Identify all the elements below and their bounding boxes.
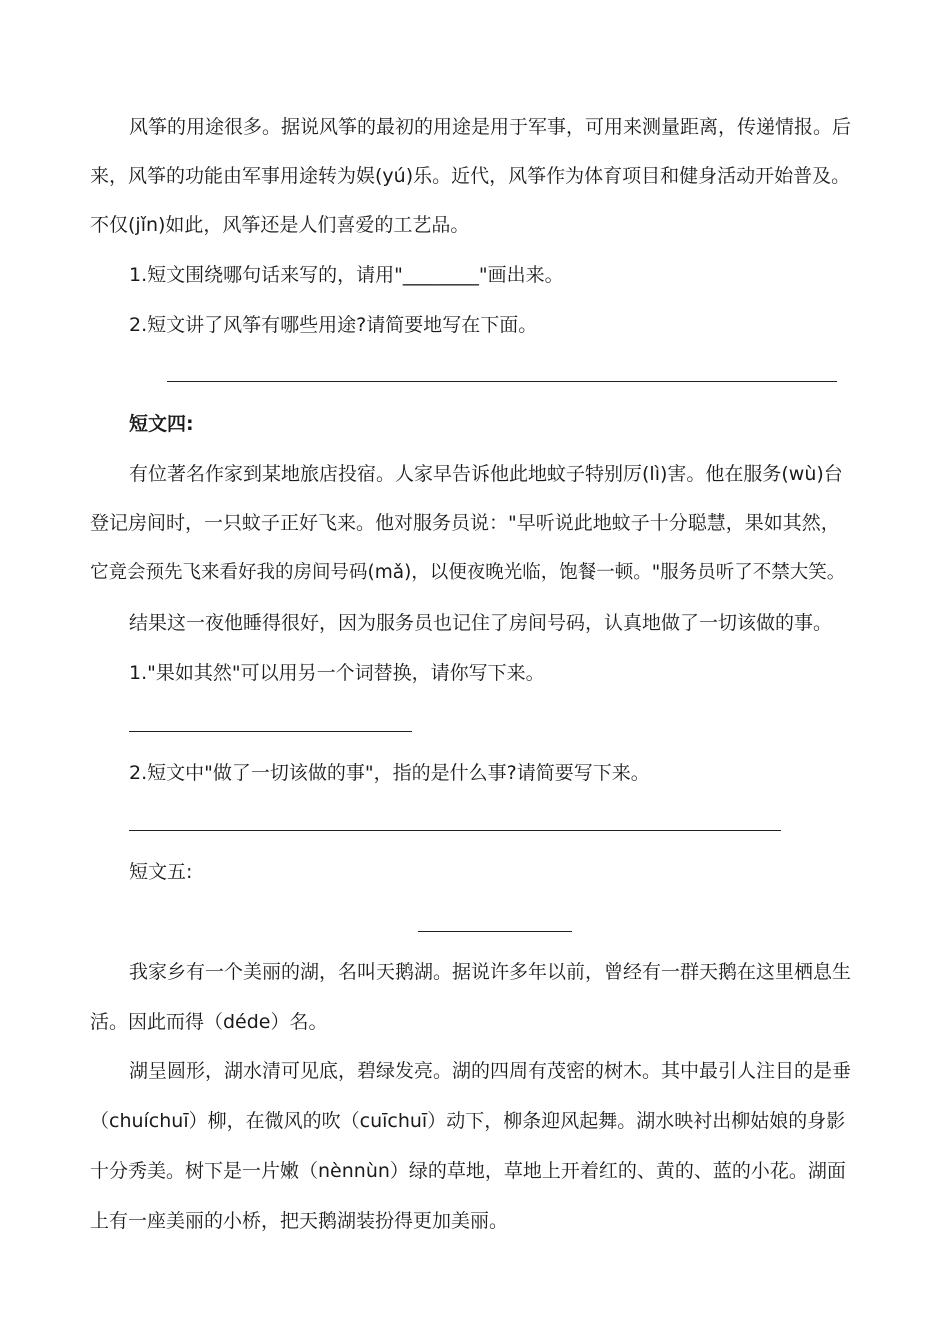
story4-heading: 短文四:: [129, 413, 194, 435]
story5-p2-line-1: 湖呈圆形，湖水清可见底，碧绿发亮。湖的四周有茂密的树木。其中最引人注目的是垂: [129, 1060, 852, 1082]
story4-line-2: 登记房间时，一只蚊子正好飞来。他对服务员说："早听说此地蚊子十分聪慧，果如其然，: [90, 512, 840, 534]
story4-line-3: 它竟会预先飞来看好我的房间号码(mǎ)，以便夜晚光临，饱餐一顿。"服务员听了不禁大笑。: [90, 562, 846, 583]
story4-question-1: 1."果如其然"可以用另一个词替换，请你写下来。: [129, 662, 545, 684]
title-blank-line[interactable]: [418, 931, 572, 932]
story5-p1-line-1: 我家乡有一个美丽的湖，名叫天鹅湖。据说许多年以前，曾经有一群天鹅在这里栖息生: [129, 961, 852, 983]
story5-p2-line-2: （chuíchuī）柳，在微风的吹（cuīchuī）动下，柳条迎风起舞。湖水映衬出柳姑娘的身影: [90, 1110, 846, 1132]
kite-line-1: 风筝的用途很多。据说风筝的最初的用途是用于军事，可用来测量距离，传递情报。后: [129, 116, 852, 138]
story4-line-1: 有位著名作家到某地旅店投宿。人家早告诉他此地蚊子特别厉(lì)害。他在服务(wù)台: [129, 463, 843, 485]
kite-question-1: 1.短文围绕哪句话来写的，请用"________"画出来。: [129, 264, 564, 286]
kite-line-2: 来，风筝的功能由军事用途转为娱(yú)乐。近代，风筝作为体育项目和健身活动开始普及。: [90, 165, 851, 187]
story5-p2-line-3: 十分秀美。树下是一片嫩（nènnùn）绿的草地，草地上开着红的、黄的、蓝的小花。湖面: [90, 1160, 846, 1182]
story5-heading: 短文五:: [129, 861, 193, 883]
answer-line-story4-q2[interactable]: [129, 830, 781, 831]
story5-p2-line-4: 上有一座美丽的小桥，把天鹅湖装扮得更加美丽。: [90, 1210, 509, 1232]
kite-question-2: 2.短文讲了风筝有哪些用途?请简要地写在下面。: [129, 314, 538, 336]
story4-line-4: 结果这一夜他睡得很好，因为服务员也记住了房间号码，认真地做了一切该做的事。: [129, 612, 833, 634]
answer-line-story4-q1[interactable]: [129, 731, 412, 732]
story4-question-2: 2.短文中"做了一切该做的事"，指的是什么事?请简要写下来。: [129, 762, 650, 784]
story5-p1-line-2: 活。因此而得（déde）名。: [90, 1011, 328, 1033]
kite-line-3: 不仅(jǐn)如此，风筝还是人们喜爱的工艺品。: [90, 214, 470, 236]
answer-line-kite-q2[interactable]: [167, 381, 837, 382]
